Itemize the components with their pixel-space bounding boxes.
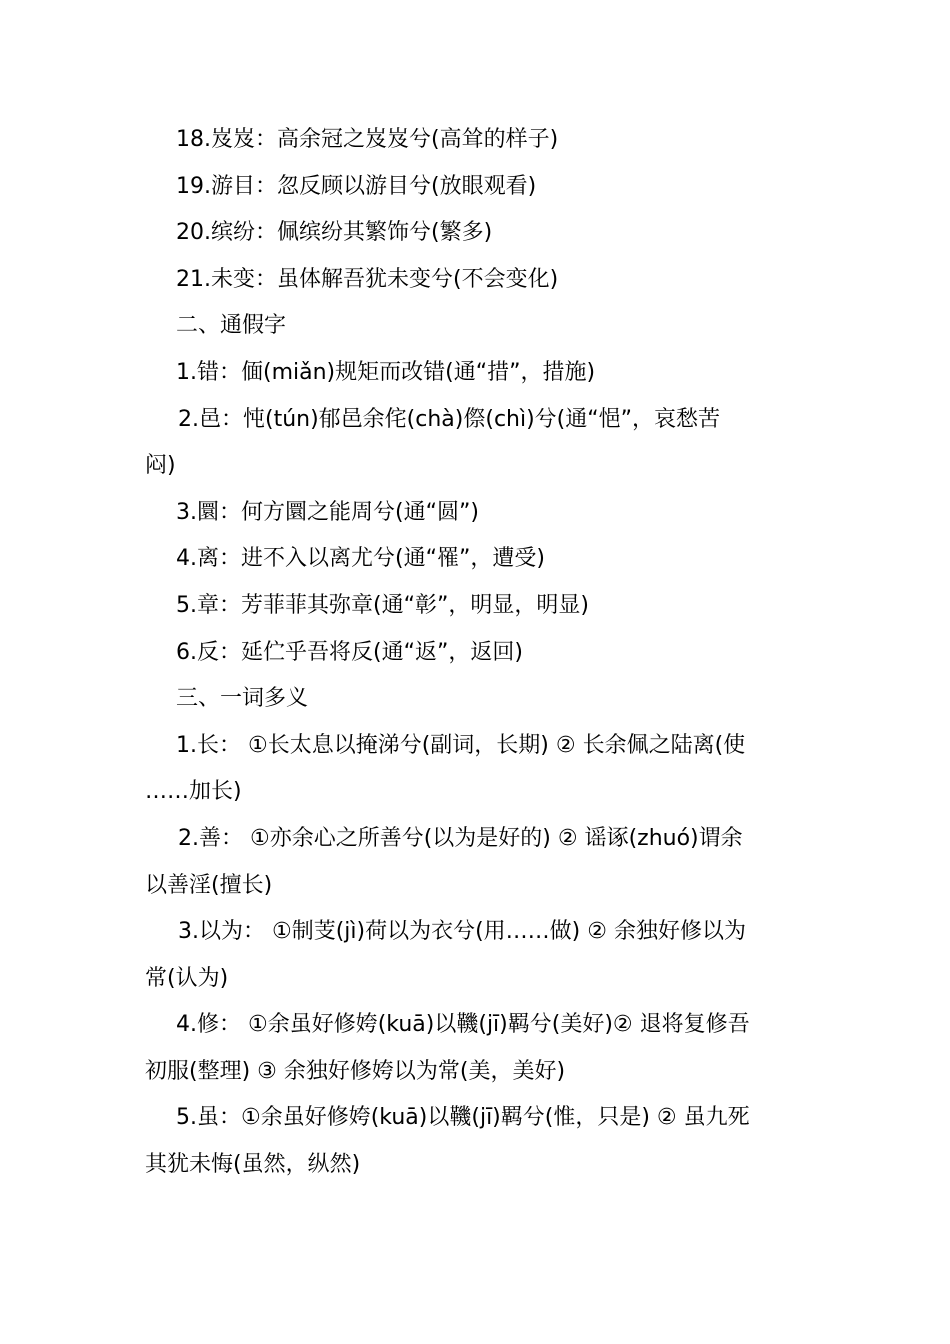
text-line: 20.缤纷：佩缤纷其繁饰兮(繁多) (176, 220, 493, 246)
text-line: 2.善： ①亦余心之所善兮(以为是好的) ② 谣诼(zhuó)谓余 (178, 825, 743, 851)
text-line: 4.离：进不入以离尤兮(通“罹”，遭受) (176, 546, 545, 572)
text-line: 以善淫(擅长) (145, 872, 273, 898)
text-line: 5.章：芳菲菲其弥章(通“彰”，明显，明显) (176, 592, 589, 618)
text-line: 6.反：延伫乎吾将反(通“返”，返回) (176, 639, 523, 665)
text-line: 闷) (145, 453, 176, 479)
document-body (145, 117, 810, 1189)
text-line: ……加长) (145, 779, 242, 805)
text-line: 常(认为) (145, 965, 229, 991)
text-line: 5.虽：①余虽好修姱(kuā)以鞿(jī)羁兮(惟，只是) ② 虽九死 (176, 1105, 750, 1131)
text-line: 19.游目：忽反顾以游目兮(放眼观看) (176, 173, 537, 199)
text-line: 4.修： ①余虽好修姱(kuā)以鞿(jī)羁兮(美好)② 退将复修吾 (176, 1012, 750, 1038)
text-line: 3.以为： ①制芰(jì)荷以为衣兮(用……做) ② 余独好修以为 (178, 919, 746, 945)
text-line: 18.岌岌：高余冠之岌岌兮(高耸的样子) (176, 127, 559, 152)
text-line: 1.错：偭(miǎn)规矩而改错(通“措”，措施) (176, 359, 596, 385)
text-line: 21.未变：虽体解吾犹未变兮(不会变化) (176, 266, 559, 292)
text-line: 3.圜：何方圜之能周兮(通“圆”) (176, 499, 479, 525)
text-line: 其犹未悔(虽然，纵然) (145, 1152, 361, 1178)
section-heading: 二、通假字 (176, 313, 287, 339)
section-heading: 三、一词多义 (176, 686, 309, 712)
text-line: 2.邑：忳(tún)郁邑余侘(chà)傺(chì)兮(通“悒”，哀愁苦 (178, 406, 721, 432)
text-line: 初服(整理) ③ 余独好修姱以为常(美，美好) (145, 1058, 566, 1084)
text-line: 1.长： ①长太息以掩涕兮(副词，长期) ② 长余佩之陆离(使 (176, 732, 746, 758)
